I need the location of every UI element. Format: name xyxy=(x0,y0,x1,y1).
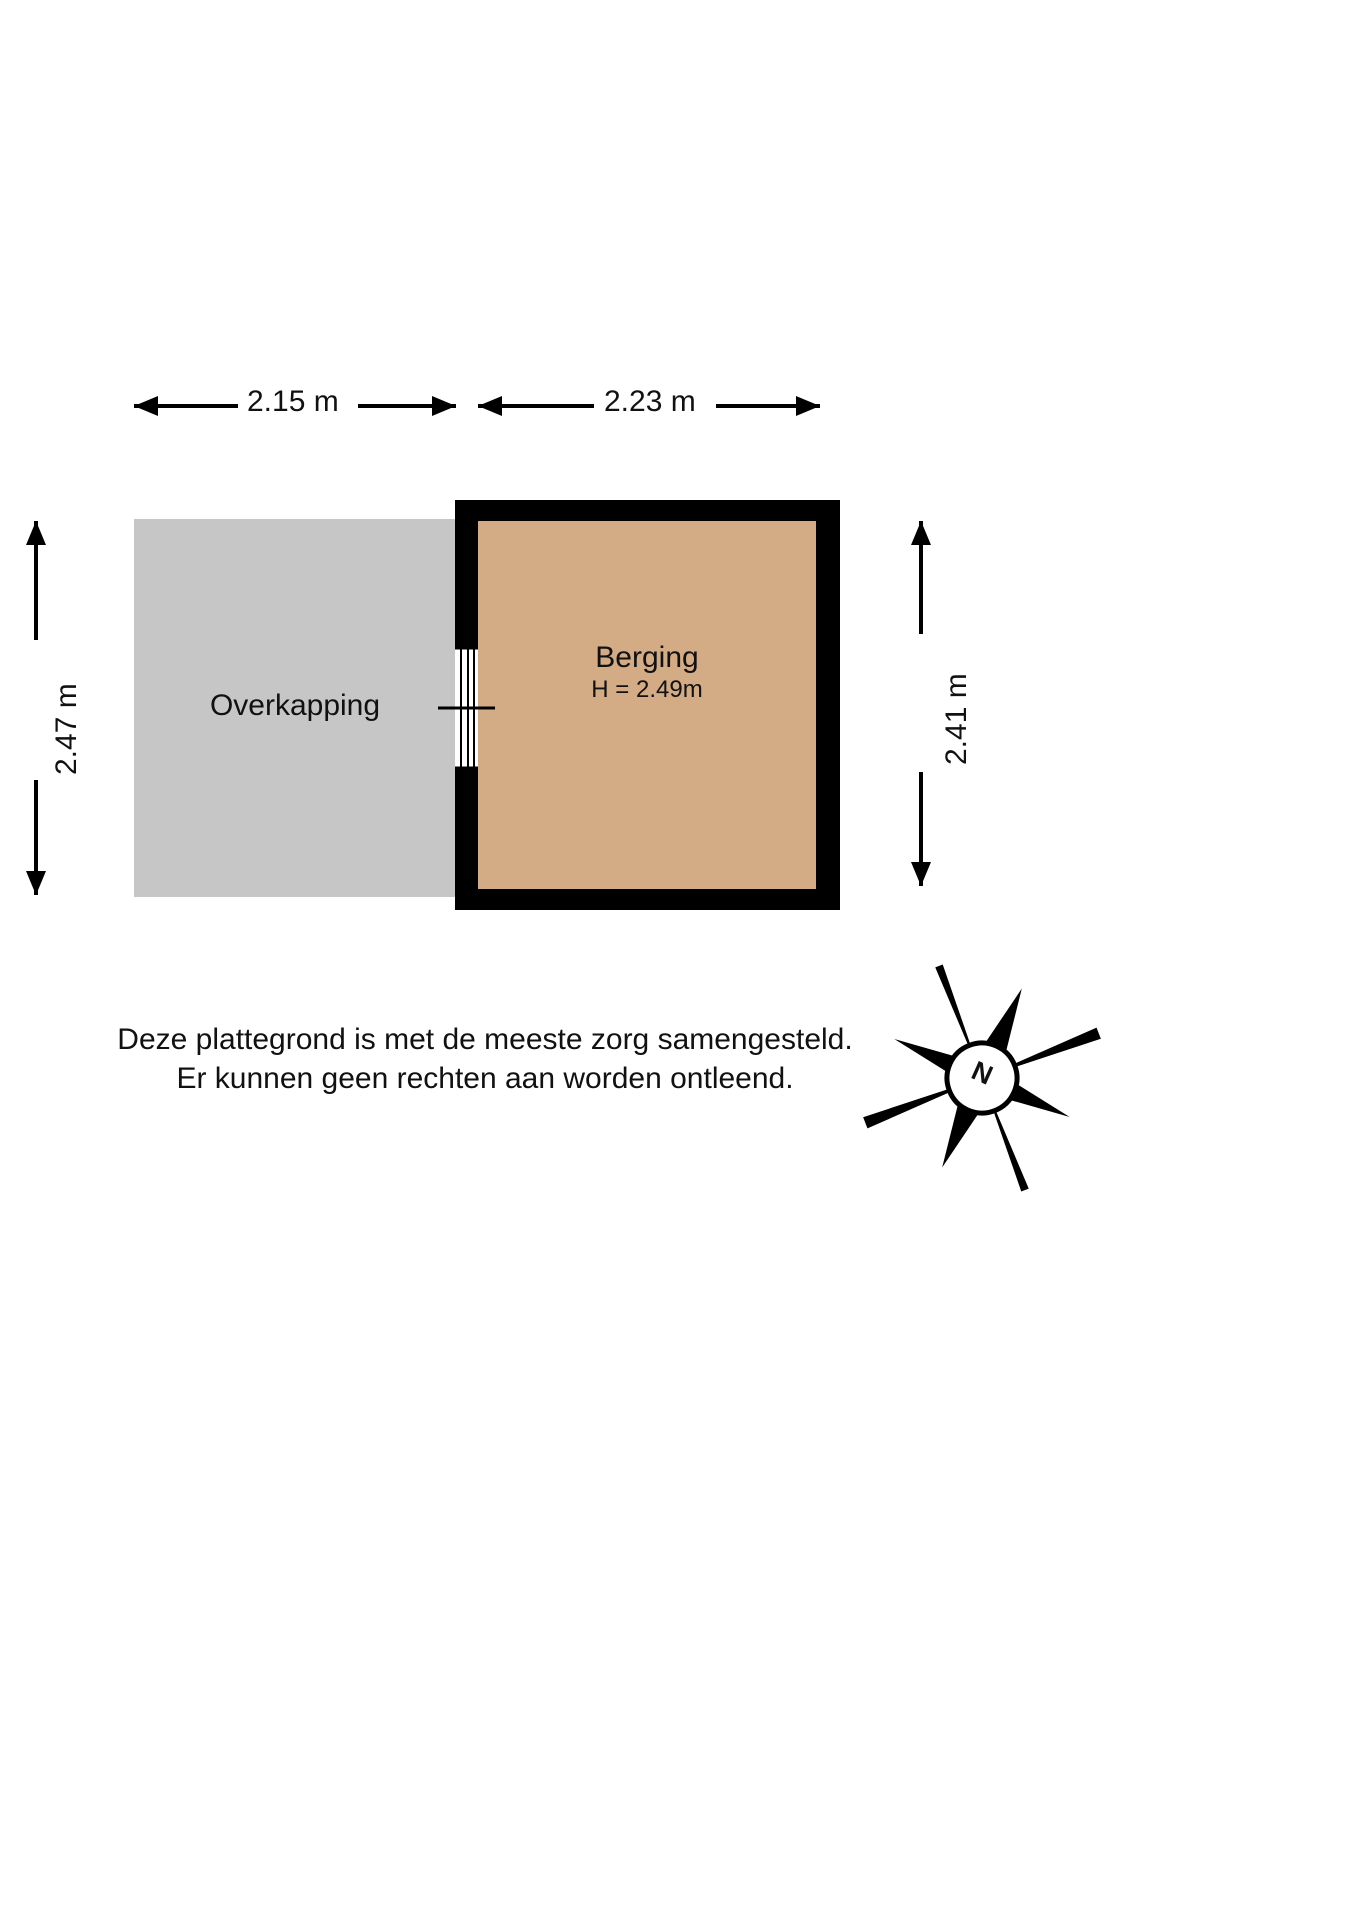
compass-north-letter: N xyxy=(967,1055,998,1091)
dimension-label-right: 2.41 m xyxy=(940,673,973,765)
dimension-label-top-left: 2.15 m xyxy=(247,385,339,418)
room-area-berging xyxy=(478,521,816,889)
room-label-berging xyxy=(478,642,816,704)
dimension-label-top-right: 2.23 m xyxy=(604,385,696,418)
dimension-arrow-right xyxy=(901,521,943,886)
room-name-berging: Berging xyxy=(595,641,699,674)
disclaimer-line-1: Deze plattegrond is met de meeste zorg samengesteld. xyxy=(117,1023,853,1056)
disclaimer-line-2: Er kunnen geen rechten aan worden ontleend. xyxy=(176,1062,794,1095)
disclaimer-text xyxy=(90,1020,880,1098)
dimension-label-left: 2.47 m xyxy=(50,683,83,775)
room-label-overkapping xyxy=(134,690,456,722)
room-height-berging: H = 2.49m xyxy=(591,675,703,703)
room-name-overkapping: Overkapping xyxy=(209,689,381,722)
